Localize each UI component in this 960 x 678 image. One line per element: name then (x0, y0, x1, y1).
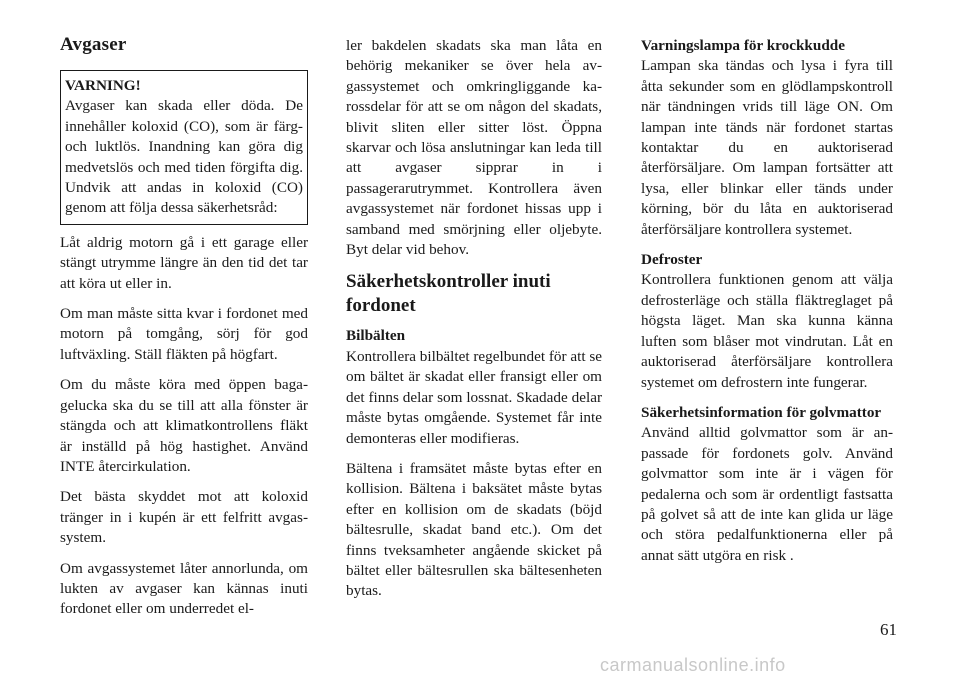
paragraph: Om avgassystemet låter annorlunda, om lukten av avgaser kan kännas inuti fordonet eller om underredet el- (60, 559, 308, 618)
subheading-defroster: Defroster (641, 251, 703, 269)
paragraph: Lampan ska tändas och lysa i fyra till åtta sekunder som en glödlampskontroll när tändningen vrids till läge ON. Om lampan inte tänds när fordonet startas kontaktar du en auktoriserad återförsäljare. Om lampan fortsätter att lysa, eller blinkar eller tänds under körning, bör du låta en auktoriserad återförsäljare kontrollera systemet. (641, 57, 893, 238)
column-3 (641, 36, 893, 576)
section-heading-exhaust: Avgaser (60, 34, 127, 55)
watermark: carmanualsonline.info (600, 655, 786, 675)
warning-box (60, 70, 308, 225)
paragraph: Bältena i framsätet måste bytas efter en kollision. Bältena i baksätet måste bytas efter en kollision om de skadats (böjd bältesrulle, skadat band etc.). Om det finns tveksamheter angående skicket på bältet eller bältesrullen ska bältesenheten bytas. (346, 459, 602, 600)
warning-title: VARNING! (65, 77, 141, 94)
column-2 (346, 36, 602, 612)
section-heading-safety-checks: Säkerhetskontroller inuti fordonet (346, 271, 551, 317)
warning-text: Avgaser kan skada eller döda. De innehåller koloxid (CO), som är färg- och luktlös. Inandning kan göra dig medvetslös och med tiden förgifta dig. Undvik att andas in koloxid (CO) genom att följa dessa säkerhetsråd: (65, 97, 303, 217)
page-number: 61 (880, 620, 897, 639)
paragraph: Om du måste köra med öppen bagagelucka ska du se till att alla fönster är stängda och att klimatkontrollens fläkt är inställd på hög hastighet. Använd INTE återcirkulation. (60, 376, 308, 475)
paragraph: Det bästa skyddet mot att koloxid tränger in i kupén är ett felfritt avgassystem. (60, 488, 308, 547)
paragraph: ler bakdelen skadats ska man låta en behörig mekaniker se över hela avgassystemet och omkringliggande karossdelar för att se om någon del skadats, blivit sliten eller sitter löst. Öppna skarvar och lösa anslutningar kan leda till att avgaser sipprar in i passagerarutrymmet. Kontrollera även avgassystemet när fordonet hissas upp i samband med smörjning eller oljebyte. Byt delar vid behov. (346, 37, 602, 259)
paragraph: Om man måste sitta kvar i fordonet med motorn på tomgång, sörj för god luftväxling. Ställ fläkten på högfart. (60, 305, 308, 363)
paragraph: Använd alltid golvmattor som är anpassade för fordonets golv. Använd golvmattor som inte är i vägen för pedalerna och som är ordentligt fastsatta på golvet så att de inte kan glida ur läge och störa pedalfunktionerna eller på annat sätt utgöra en risk . (641, 424, 893, 564)
paragraph: Kontrollera bilbältet regelbundet för att se om bältet är skadat eller fransigt eller om det finns delar som lossnat. Skadade delar måste bytas omgående. Systemet får inte demonteras eller modifieras. (346, 347, 602, 447)
subheading-floor-mats: Säkerhetsinformation för golvmattor (641, 403, 882, 421)
paragraph: Låt aldrig motorn gå i ett garage eller stängt utrymme längre än den tid det tar att köra ut eller in. (60, 233, 308, 292)
subheading-seatbelts: Bilbälten (346, 327, 406, 345)
subheading-airbag-lamp: Varningslampa för krockkudde (641, 37, 845, 54)
paragraph: Kontrollera funktionen genom att välja defrosterläge och ställa fläktreglaget på högsta läget. Man ska kunna känna luften som blåser mot vindrutan. Låt en auktoriserad återförsäljare kontrollera systemet om defrostern inte fungerar. (641, 271, 893, 391)
column-1 (60, 34, 308, 630)
